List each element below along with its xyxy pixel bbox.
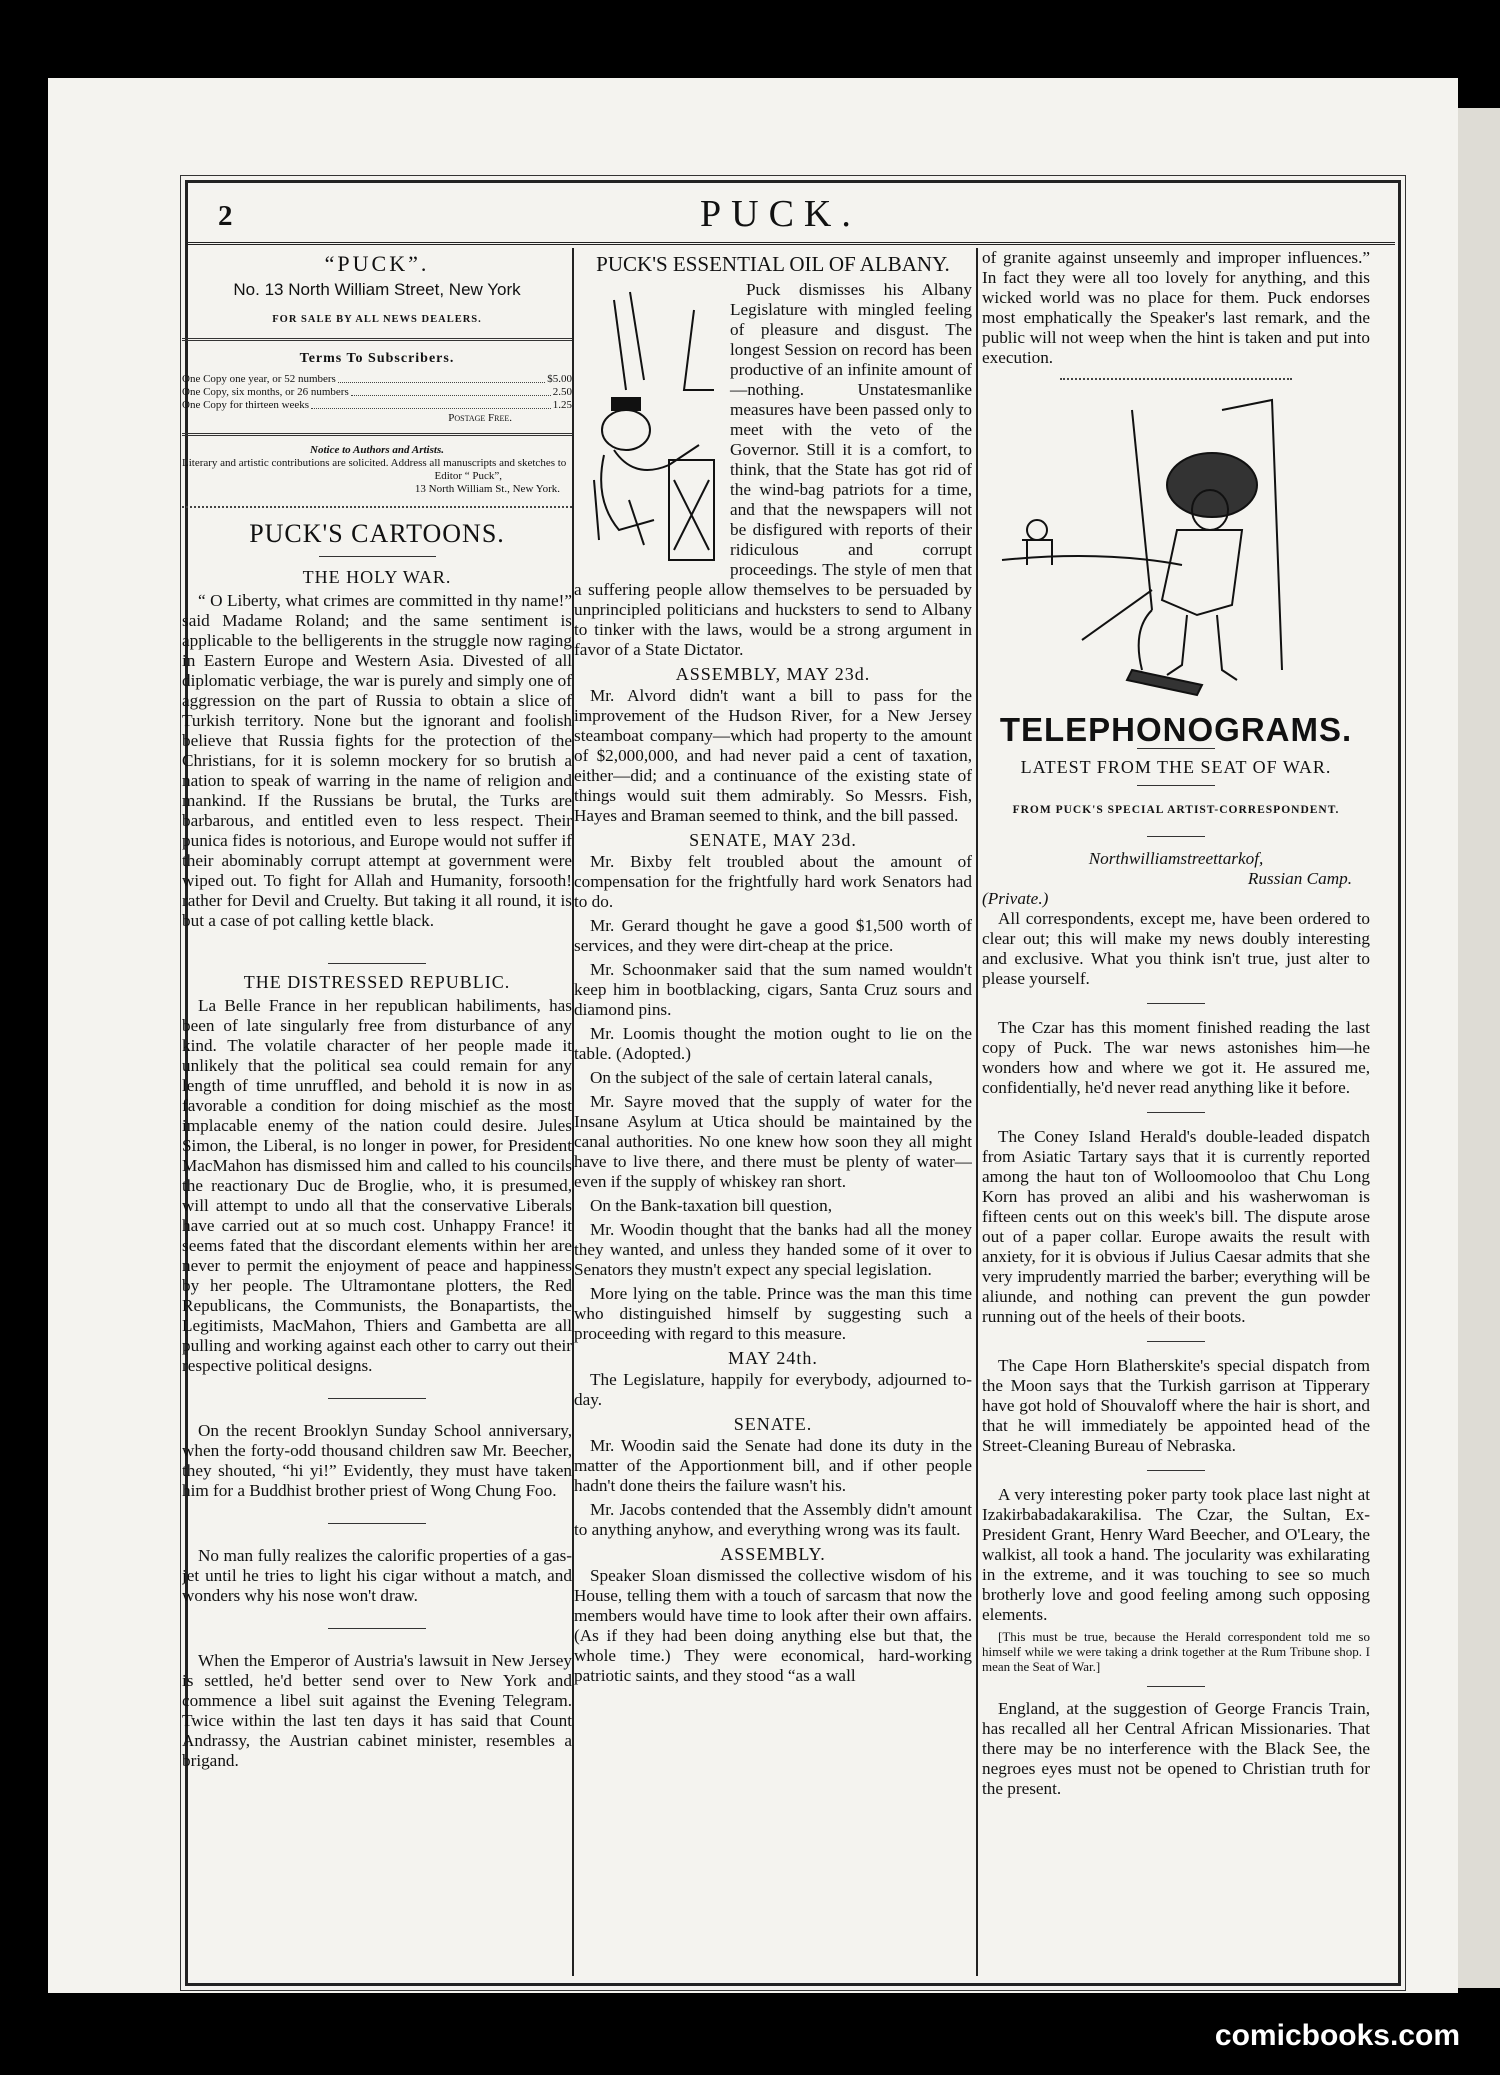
next-page-edge (1458, 108, 1500, 1988)
telephonograms-heading: TELEPHONOGRAMS. (999, 711, 1353, 748)
rule (1147, 1686, 1205, 1687)
notice (182, 444, 572, 496)
senate-paragraph: Mr. Woodin thought that the banks had all the money they wanted, and unless they handed some of it over to Senators they mustn't expect any special legislation. (574, 1220, 972, 1279)
senate-paragraph: Mr. Woodin said the Senate had done its duty in the matter of the Apportionment bill, and if other people hadn't done theirs the failure wasn't his. (574, 1436, 972, 1495)
senate-paragraph: Mr. Sayre moved that the supply of water for the Insane Asylum at Utica should be maintained by the canal authorities. No one knew how soon they all might have to live there, and there must be plenty of water—even if the supply of whiskey ran short. (574, 1092, 972, 1191)
senate-paragraph: Mr. Loomis thought the motion ought to lie on the table. (Adopted.) (574, 1024, 972, 1063)
senate-heading: SENATE, MAY 23d. (689, 830, 857, 850)
address: No. 13 North William Street, New York (233, 280, 521, 299)
private-label: (Private.) (982, 889, 1049, 908)
terms-label: One Copy, six months, or 26 numbers (182, 386, 349, 398)
terms-row (182, 373, 572, 386)
rule (1137, 785, 1215, 786)
rule (1147, 836, 1205, 837)
editor-address: 13 North William St., New York. (414, 483, 560, 495)
senate-heading: SENATE. (733, 1414, 813, 1434)
may24-text: The Legislature, happily for everybody, adjourned to-day. (574, 1370, 972, 1409)
puck-title: “PUCK”. (324, 251, 430, 276)
senate-paragraph: On the Bank-taxation bill question, (590, 1196, 833, 1215)
latest-heading: LATEST FROM THE SEAT OF WAR. (1020, 757, 1332, 777)
may24-heading: MAY 24th. (728, 1348, 818, 1368)
continued-text: of granite against unseemly and improper influences.” In fact they were all too lovely for anything, and this wicked world was no place for them. Puck endorses most emphatically the Speaker's last remark, and the public will not weep when the hint is taken and put into execution. (982, 248, 1370, 367)
assembly-text: Mr. Alvord didn't want a bill to pass for the improvement of the Hudson River, for a New Jersey steamboat company—which had property to the amount of $2,000,000, and had never paid a cent of taxation, either—did; and a continuance of the existing state of things would suit them admirably. So Messrs. Fish, Hayes and Braman seemed to think, and the bill passed. (574, 686, 972, 825)
terms-price: $5.00 (547, 373, 572, 385)
rule (328, 1523, 426, 1524)
rule (319, 556, 436, 557)
holy-war-heading: THE HOLY WAR. (302, 567, 452, 587)
rule (1147, 1470, 1205, 1471)
column-3 (982, 248, 1370, 1976)
republic-text: La Belle France in her republican habiliments, has been of late singularly free from disturbance of any kind. The volatile character of her people made it unlikely that the political sea could remain for any length of time unruffled, and behold it is now in as favorable a condition for doing mischief as the most implacable enemy of the nation could desire. Jules Simon, the Liberal, is no longer in power, for President MacMahon has dismissed him and called to his councils the reactionary Duc de Broglie, who, it is presumed, will attempt to undo all that the conservative Liberals have carried out at so much cost. Unhappy France! it seems fated that the discordant elements within her are never to permit the enjoyment of peace and happiness by her people. The Ultramontane plotters, the Red Republicans, the Communists, the Bonapartists, the Legitimists, MacMahon, Thiers and Gambetta are all pulling and working against each other to carry out their respective political designs. (182, 996, 572, 1375)
republic-heading: THE DISTRESSED REPUBLIC. (243, 972, 511, 992)
senate-paragraph: More lying on the table. Prince was the man this time who distinguished himself by suggesting such a proceeding with regard to this measure. (574, 1284, 972, 1343)
terms-price: 1.25 (552, 399, 572, 411)
senate-paragraph: On the subject of the sale of certain lateral canals, (590, 1068, 933, 1087)
notice-text: Literary and artistic contributions are solicited. Address all manuscripts and sketches to (182, 457, 567, 469)
rule (182, 338, 572, 341)
assembly-heading: ASSEMBLY, MAY 23d. (675, 664, 871, 684)
dispatch-note: [This must be true, because the Herald correspondent told me so himself while we were taking a drink together at the Rum Tribune shop. I mean the Seat of War.] (982, 1629, 1370, 1674)
beecher-text: On the recent Brooklyn Sunday School anniversary, when the forty-odd thousand children saw Mr. Beecher, they shouted, “hi yi!” Evidently, they must have taken him for a Buddhist brother priest of Wong Chung Foo. (182, 1421, 572, 1500)
senate-paragraph: Mr. Gerard thought he gave a good $1,500 worth of services, and they were dirt-cheap at the price. (574, 916, 972, 955)
rule (1147, 1112, 1205, 1113)
holy-war-text: “ O Liberty, what crimes are committed in thy name!” said Madame Roland; and the same sentiment is applicable to the belligerents in the struggle now raging in Eastern Europe and Western Asia. Divested of all diplomatic verbiage, the war is purely and simply one of aggression on the part of Russia to obtain a slice of Turkish territory. None but the ignorant and foolish believe that Russia fights for the protection of the Christians, for it is solemn mockery for so brutish a nation to speak of warring in the name of religion and mankind. If the Russians be brutal, the Turks are barbarous, and entitled even to less respect. Their punica fides is notorious, and Europe would not suffer if their abominably corrupt attempt at government were wiped out. To fight for Allah and Humanity, forsooth! rather for Devil and Cruelty. But taking it all round, it is but a case of pot calling kettle black. (182, 591, 572, 930)
senate-paragraph: Mr. Jacobs contended that the Assembly didn't amount to anything anyhow, and everything wrong was its fault. (574, 1500, 972, 1539)
rule (328, 963, 426, 964)
dateline-camp: Russian Camp. (1247, 869, 1352, 888)
notice-title: Notice to Authors and Artists. (310, 444, 444, 456)
terms-label: One Copy one year, or 52 numbers (182, 373, 336, 385)
rule (1147, 1003, 1205, 1004)
assembly-text: Speaker Sloan dismissed the collective wisdom of his House, telling them with a touch of sarcasm that now the members would have time to look after their own affairs. (As if they had been doing anything else but that, the whole time.) They were economical, hard-working patriotic saints, and they stood “as a wall (574, 1566, 972, 1685)
assembly-heading: ASSEMBLY. (720, 1544, 826, 1564)
rule (182, 506, 572, 508)
russian-soldier-cartoon (982, 390, 1370, 710)
dispatch-paragraph: The Czar has this moment finished reading the last copy of Puck. The war news astonishes him—he wonders how and where we got it. He assured me, confidentially, he'd never read anything like it before. (982, 1018, 1370, 1097)
watermark: comicbooks.com (1214, 2019, 1460, 2052)
legislature-cartoon (574, 280, 724, 570)
dispatch-paragraph: England, at the suggestion of George Francis Train, has recalled all her Central African Missionaries. That there may be no interference with the Black See, the negroes eyes must not be opened to Christian truth for the present. (982, 1699, 1370, 1798)
from-line: FROM PUCK'S SPECIAL ARTIST-CORRESPONDENT. (1012, 804, 1340, 816)
gasjet-text: No man fully realizes the calorific properties of a gas-jet until he tries to light his cigar without a match, and wonders why his nose won't draw. (182, 1546, 572, 1605)
terms-table (182, 373, 572, 425)
terms-price: 2.50 (552, 386, 572, 398)
column-1 (182, 248, 572, 1976)
rule (1137, 748, 1215, 749)
editor: Editor “ Puck”, (434, 470, 502, 482)
rule (328, 1398, 426, 1399)
terms-row (182, 399, 572, 412)
column-2 (574, 248, 972, 1976)
rule (1147, 1341, 1205, 1342)
rule (182, 433, 572, 436)
sale-notice: FOR SALE BY ALL NEWS DEALERS. (272, 314, 482, 325)
dateline-place: Northwilliamstreettarkof, (1088, 849, 1264, 868)
austria-text: When the Emperor of Austria's lawsuit in New Jersey is settled, he'd better send over to New York and commence a libel suit against the Evening Telegram. Twice within the last ten days it has said that Count Andrassy, the Austrian cabinet minister, resembles a brigand. (182, 1651, 572, 1770)
terms-label: One Copy for thirteen weeks (182, 399, 310, 411)
page-number: 2 (218, 200, 233, 232)
senate-paragraph: Mr. Bixby felt troubled about the amount of compensation for the frightfully hard work Senators had to do. (574, 852, 972, 911)
rule (1060, 378, 1293, 380)
dispatch-paragraph: The Cape Horn Blatherskite's special dispatch from the Moon says that the Turkish garrison at Tipperary have got hold of Shouvaloff where the hair is short, and that he will immediately be appointed head of the Street-Cleaning Bureau of Nebraska. (982, 1356, 1370, 1455)
cartoons-heading: PUCK'S CARTOONS. (249, 519, 505, 548)
albany-heading: PUCK'S ESSENTIAL OIL OF ALBANY. (596, 252, 950, 276)
senate-paragraph: Mr. Schoonmaker said that the sum named wouldn't keep him in bootblacking, cigars, Santa Cruz sours and diamond pins. (574, 960, 972, 1019)
header-rule (185, 242, 1395, 245)
rule (328, 1628, 426, 1629)
masthead: PUCK. (700, 193, 861, 235)
albany-text: Puck dismisses his Albany Legislature with mingled feeling of pleasure and disgust. The longest Session on record has been productive of an infinite amount of—nothing. Unstatesmanlike measures have been passed only to meet with the veto of the Governor. Still it is a comfort, to think, that the State has got rid of the wind-bag patriots for a time, and that the newspapers will not be disfigured with reports of their ridiculous and corrupt proceedings. The style of men that a suffering people allow themselves to be persuaded by unprincipled politicians and hucksters to send to Albany to tinker with the laws, would be a strong argument in favor of a State Dictator. (574, 280, 972, 659)
dispatch-paragraph: A very interesting poker party took place last night at Izakirbabadakarakilisa. The Czar, the Sultan, Ex-President Grant, Henry Ward Beecher, and O'Leary, the walkist, all took a hand. The jocularity was exhilarating in the extreme, and it was touching to see so much brotherly love and good feeling among such opposing elements. (982, 1485, 1370, 1624)
dispatch-paragraph: All correspondents, except me, have been ordered to clear out; this will make my news doubly interesting and exclusive. What you think isn't true, just alter to please yourself. (982, 909, 1370, 988)
terms-title: Terms To Subscribers. (299, 351, 455, 366)
column-rule (976, 248, 978, 1976)
terms-row (182, 386, 572, 399)
postage: Postage Free. (448, 412, 512, 424)
dispatch-paragraph: The Coney Island Herald's double-leaded dispatch from Asiatic Tartary says that it is currently reported among the haut ton of Wolloomooloo that Chu Long Korn has proved an alibi and his washerwoman is fifteen cents out on this week's bill. The dispute arose out of a paper collar. Europe awaits the result with anxiety, for it is obvious if Julius Caesar admits that she very imprudently married the barber; everything will be aliunde, and nothing can prevent the gun powder running out of the heels of their boots. (982, 1127, 1370, 1326)
